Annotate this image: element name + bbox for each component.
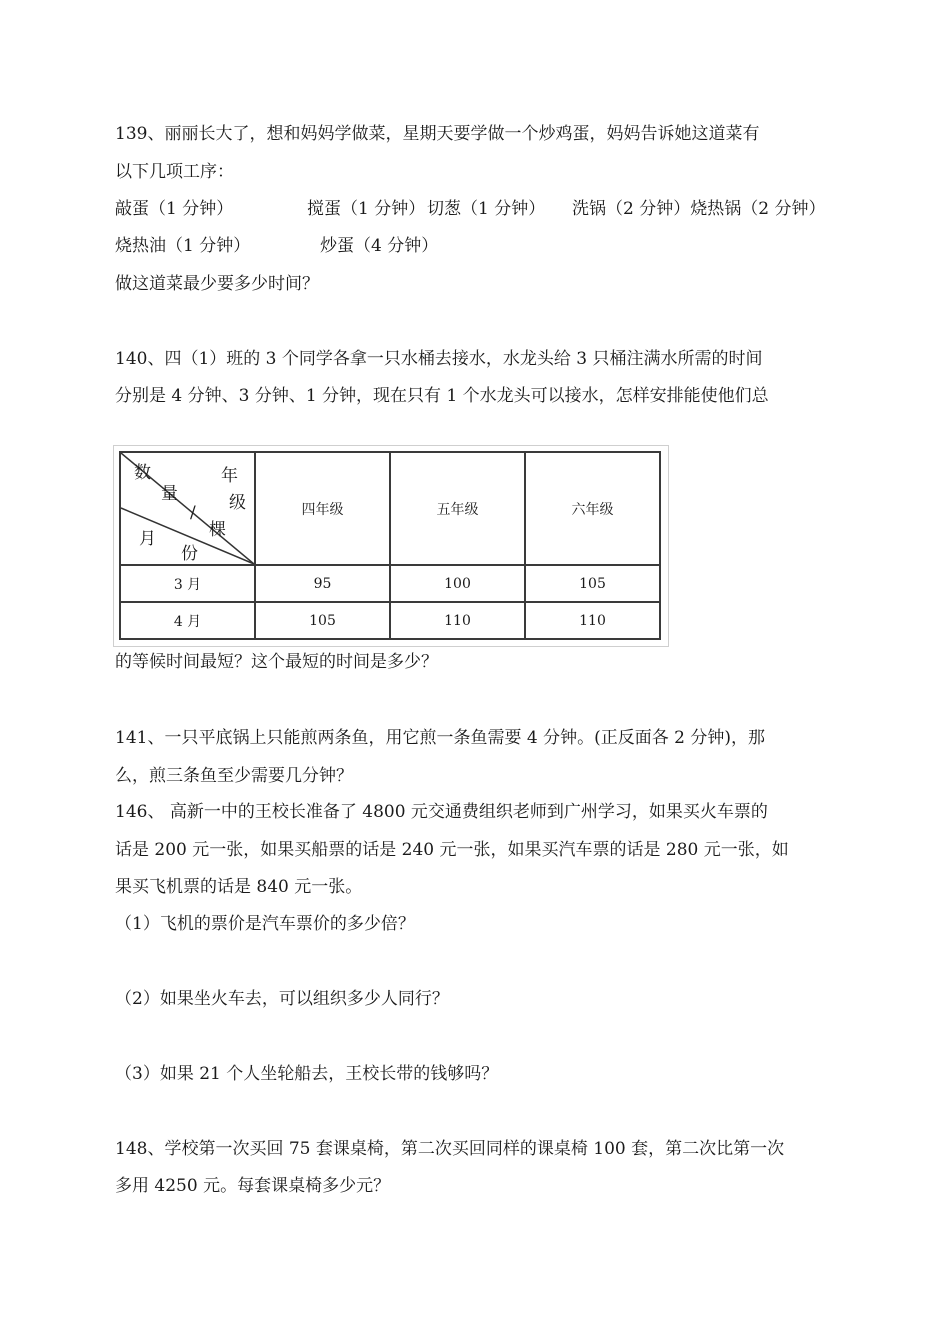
q146-line-2: 话是 200 元一张，如果买船票的话是 240 元一张，如果买汽车票的话是 280 元一张，如 [115,840,789,860]
table-row [120,565,660,602]
q139-question: 做这道菜最少要多少时间？ [115,274,319,294]
corner-label-liang: 量 [161,484,178,504]
q139-steps-row-2 [115,234,835,258]
q146-sub-question-1: （1）飞机的票价是汽车票价的多少倍？ [115,914,415,934]
step-wash-heat-pan: 洗锅（2 分钟）烧热锅（2 分钟） [572,199,826,219]
q148-line-1: 148、学校第一次买回 75 套课桌椅，第二次买回同样的课桌椅 100 套，第二次比第一次 [115,1139,785,1159]
table-cell: 100 [390,565,525,602]
col-header-grade-6: 六年级 [525,452,660,565]
step-fry-egg: 炒蛋（4 分钟） [320,236,439,256]
table-cell: 105 [525,565,660,602]
table-cell: 95 [255,565,390,602]
corner-label-ji: 级 [229,493,246,513]
corner-label-nian: 年 [221,466,238,486]
step-stir-egg: 搅蛋（1 分钟） [307,199,426,219]
q141-line-1: 141、一只平底锅上只能煎两条鱼，用它煎一条鱼需要 4 分钟。(正反面各 2 分钟)，那 [115,728,765,748]
step-crack-egg: 敲蛋（1 分钟） [115,199,234,219]
step-heat-oil: 烧热油（1 分钟） [115,236,251,256]
table-cell: 110 [390,602,525,639]
diagonal-header-cell [120,452,255,565]
row-label-april: 4 月 [120,602,255,639]
table-cell: 105 [255,602,390,639]
corner-label-fen: 份 [181,544,198,564]
corner-label-ke: 棵 [209,520,226,540]
q140-line-3: 的等候时间最短？这个最短的时间是多少？ [115,652,438,672]
q141-line-2: 么，煎三条鱼至少需要几分钟？ [115,766,353,786]
q140-line-2: 分别是 4 分钟、3 分钟、1 分钟，现在只有 1 个水龙头可以接水，怎样安排能使他们总 [115,386,769,406]
q140-line-1: 140、四（1）班的 3 个同学各拿一只水桶去接水，水龙头给 3 只桶注满水所需的时间 [115,349,763,369]
corner-label-shu: 数 [134,463,151,483]
q146-sub-question-3: （3）如果 21 个人坐轮船去，王校长带的钱够吗？ [115,1064,499,1084]
col-header-grade-4: 四年级 [255,452,390,565]
q139-steps-row-1 [115,197,835,221]
corner-label-slash: / [190,503,196,523]
col-header-grade-5: 五年级 [390,452,525,565]
table-cell: 110 [525,602,660,639]
q146-sub-question-2: （2）如果坐火车去，可以组织多少人同行？ [115,989,449,1009]
step-cut-scallion: 切葱（1 分钟） [427,199,546,219]
q139-line-1: 139、丽丽长大了，想和妈妈学做菜，星期天要学做一个炒鸡蛋，妈妈告诉她这道菜有 [115,124,760,144]
corner-label-yue: 月 [139,529,156,549]
row-label-march: 3 月 [120,565,255,602]
tree-count-table [113,445,669,647]
q146-line-3: 果买飞机票的话是 840 元一张。 [115,877,363,897]
data-table [119,451,661,640]
q148-line-2: 多用 4250 元。每套课桌椅多少元？ [115,1176,391,1196]
q139-line-2: 以下几项工序： [115,162,234,182]
table-row [120,602,660,639]
q146-line-1: 146、 高新一中的王校长准备了 4800 元交通费组织老师到广州学习，如果买火车票的 [115,802,768,822]
